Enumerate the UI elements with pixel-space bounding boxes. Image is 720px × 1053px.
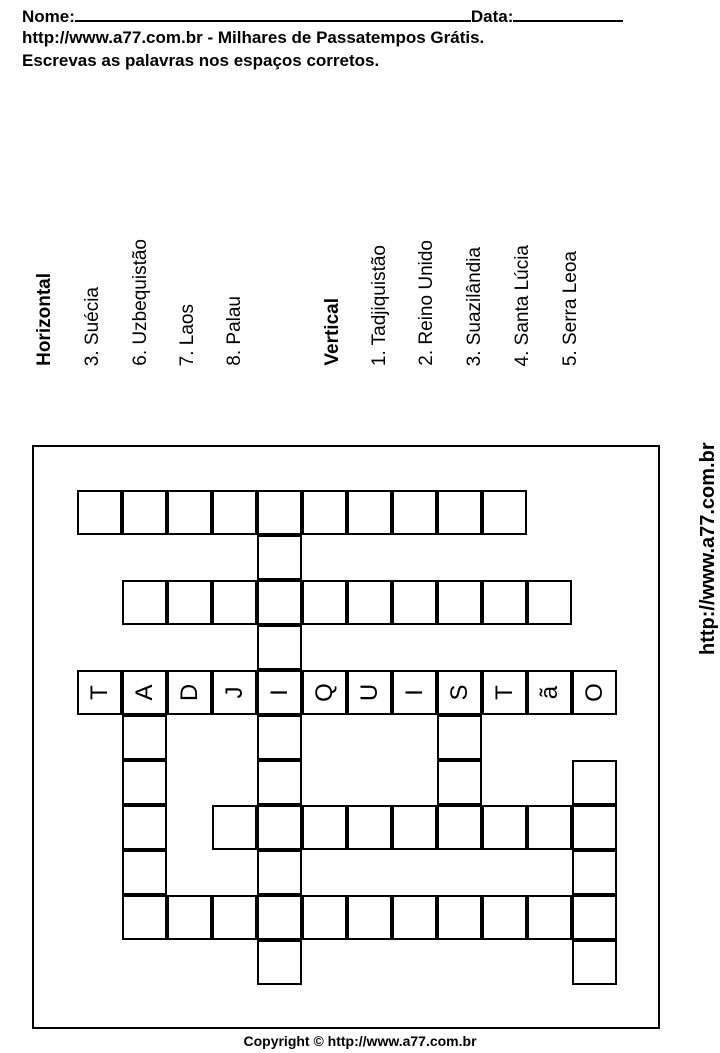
cell-letter: S	[446, 684, 473, 701]
grid-cell[interactable]	[212, 670, 257, 715]
grid-cell[interactable]	[572, 670, 617, 715]
grid-cell[interactable]	[122, 850, 167, 895]
grid-cell[interactable]	[257, 670, 302, 715]
grid-cell[interactable]	[257, 940, 302, 985]
vertical-clue: 2. Reino Unido	[416, 240, 437, 366]
grid-cell[interactable]	[257, 535, 302, 580]
vertical-clue: 1. Tadjiquistão	[369, 244, 390, 366]
grid-cell[interactable]	[527, 580, 572, 625]
grid-cell[interactable]	[302, 670, 347, 715]
grid-cell[interactable]	[572, 805, 617, 850]
grid-cell[interactable]	[302, 805, 347, 850]
grid-cell[interactable]	[482, 895, 527, 940]
cell-letter: I	[401, 689, 428, 696]
grid-cell[interactable]	[347, 670, 392, 715]
grid-cell[interactable]	[437, 805, 482, 850]
grid-cell[interactable]	[167, 670, 212, 715]
cell-letter: ã	[536, 685, 563, 700]
name-blank[interactable]	[75, 4, 471, 22]
clue-list	[34, 186, 634, 366]
grid-cell[interactable]	[212, 805, 257, 850]
grid-cell[interactable]	[572, 895, 617, 940]
grid-cell[interactable]	[212, 895, 257, 940]
grid-cell[interactable]	[572, 760, 617, 805]
vertical-clue: 3. Suazilândia	[464, 246, 485, 366]
grid-cell[interactable]	[437, 580, 482, 625]
grid-cell[interactable]	[347, 490, 392, 535]
grid-cell[interactable]	[302, 895, 347, 940]
grid-cell[interactable]	[212, 580, 257, 625]
cell-letter: I	[266, 689, 293, 696]
grid-cell[interactable]	[572, 850, 617, 895]
grid-cell[interactable]	[167, 895, 212, 940]
grid-cell[interactable]	[482, 490, 527, 535]
grid-cell[interactable]	[572, 940, 617, 985]
side-url: http://www.a77.com.br	[697, 442, 719, 655]
grid-cell[interactable]	[437, 715, 482, 760]
grid-cell[interactable]	[77, 670, 122, 715]
nome-label: Nome:	[22, 7, 75, 26]
grid-cell[interactable]	[257, 805, 302, 850]
grid-cell[interactable]	[482, 670, 527, 715]
grid-cell[interactable]	[437, 490, 482, 535]
vertical-title: Vertical	[322, 298, 343, 366]
cell-letter: J	[221, 686, 248, 699]
grid-cell[interactable]	[77, 490, 122, 535]
grid-cell[interactable]	[347, 805, 392, 850]
grid-cell[interactable]	[122, 670, 167, 715]
grid-cell[interactable]	[257, 625, 302, 670]
cell-letter: U	[356, 683, 383, 702]
grid-cell[interactable]	[437, 895, 482, 940]
grid-cell[interactable]	[257, 850, 302, 895]
copyright: Copyright © http://www.a77.com.br	[243, 1033, 477, 1049]
cell-letter: O	[581, 683, 608, 702]
grid-cell[interactable]	[437, 670, 482, 715]
cell-letter: Q	[311, 683, 338, 702]
vertical-clue: 5. Serra Leoa	[560, 250, 581, 366]
grid-cell[interactable]	[392, 490, 437, 535]
horizontal-clue: 3. Suécia	[82, 286, 103, 366]
cell-letter: A	[131, 684, 158, 701]
cell-letter: D	[176, 683, 203, 702]
grid-cell[interactable]	[302, 580, 347, 625]
horizontal-clue: 7. Laos	[177, 303, 198, 366]
vertical-clue: 4. Santa Lúcia	[512, 244, 533, 366]
grid-cell[interactable]	[122, 715, 167, 760]
horizontal-clue: 6. Uzbequistão	[130, 239, 151, 366]
grid-cell[interactable]	[347, 580, 392, 625]
grid-cell[interactable]	[257, 490, 302, 535]
grid-cell[interactable]	[257, 715, 302, 760]
grid-cell[interactable]	[527, 805, 572, 850]
grid-cell[interactable]	[212, 490, 257, 535]
grid-cell[interactable]	[392, 580, 437, 625]
instruction-text: Escrevas as palavras nos espaços corretos.	[22, 51, 380, 70]
grid-cell[interactable]	[392, 895, 437, 940]
name-date-line	[22, 4, 623, 27]
cell-letter: T	[86, 685, 113, 700]
grid-cell[interactable]	[122, 895, 167, 940]
grid-cell[interactable]	[437, 760, 482, 805]
data-label: Data:	[470, 7, 514, 26]
grid-cell[interactable]	[122, 805, 167, 850]
cell-letter: T	[491, 685, 518, 700]
grid-cell[interactable]	[257, 760, 302, 805]
horizontal-clue: 8. Palau	[224, 296, 245, 366]
grid-cell[interactable]	[482, 805, 527, 850]
date-blank[interactable]	[513, 4, 623, 22]
grid-cell[interactable]	[122, 490, 167, 535]
grid-cell[interactable]	[122, 580, 167, 625]
grid-cell[interactable]	[392, 805, 437, 850]
horizontal-title: Horizontal	[34, 273, 55, 366]
grid-cell[interactable]	[302, 490, 347, 535]
site-line: http://www.a77.com.br - Milhares de Passatempos Grátis.	[22, 28, 485, 47]
grid-cell[interactable]	[392, 670, 437, 715]
grid-cell[interactable]	[347, 895, 392, 940]
grid-cell[interactable]	[167, 490, 212, 535]
grid-cell[interactable]	[167, 580, 212, 625]
grid-cell[interactable]	[482, 580, 527, 625]
grid-cell[interactable]	[257, 580, 302, 625]
grid-cell[interactable]	[527, 895, 572, 940]
grid-cell[interactable]	[527, 670, 572, 715]
grid-cell[interactable]	[122, 760, 167, 805]
grid-cell[interactable]	[257, 895, 302, 940]
